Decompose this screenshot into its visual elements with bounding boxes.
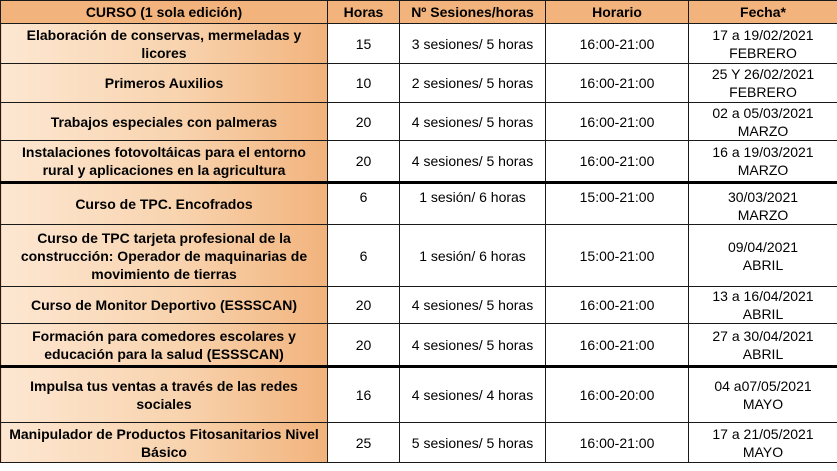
table-row — [1, 367, 837, 423]
table-row — [1, 24, 837, 64]
course-date-range: 17 a 19/02/2021 — [712, 26, 814, 43]
course-name: Impulsa tus ventas a través de las redes sociales — [1, 367, 328, 423]
course-date — [689, 24, 837, 64]
course-month: ABRIL — [742, 345, 784, 362]
course-name: Manipulador de Productos Fitosanitarios Nivel Básico — [1, 423, 328, 463]
course-sessions: 4 sesiones/ 5 horas — [400, 324, 546, 367]
course-month: MAYO — [742, 396, 784, 412]
course-month: MARZO — [737, 122, 789, 139]
course-date-range: 27 a 30/04/2021 — [712, 327, 814, 344]
course-hours: 16 — [328, 367, 400, 423]
course-date-range: 09/04/2021 — [727, 238, 799, 255]
course-month: FEBRERO — [729, 44, 797, 61]
course-month: ABRIL — [742, 256, 784, 273]
course-date — [689, 287, 837, 324]
header-fecha: Fecha* — [689, 1, 837, 24]
course-date — [689, 324, 837, 367]
course-date — [689, 423, 837, 463]
course-schedule: 15:00-21:00 — [546, 225, 689, 287]
course-hours: 20 — [328, 287, 400, 324]
course-date — [689, 225, 837, 287]
course-schedule: 16:00-20:00 — [546, 367, 689, 423]
course-date-range: 17 a 21/05/2021 — [712, 425, 814, 442]
course-date — [689, 103, 837, 141]
course-hours: 20 — [328, 141, 400, 183]
course-schedule: 16:00-21:00 — [546, 103, 689, 141]
course-date-range: 25 Y 26/02/2021 — [711, 66, 815, 82]
course-sessions: 4 sesiones/ 5 horas — [400, 103, 546, 141]
table-row — [1, 64, 837, 103]
course-hours: 20 — [328, 103, 400, 141]
table-row — [1, 225, 837, 287]
course-date-range: 04 a07/05/2021 — [714, 378, 812, 394]
table-row — [1, 103, 837, 141]
course-hours: 15 — [328, 24, 400, 64]
course-sessions: 1 sesión/ 6 horas — [400, 225, 546, 287]
course-name: Primeros Auxilios — [1, 64, 328, 103]
course-name: Instalaciones fotovoltáicas para el entorno rural y aplicaciones en la agricultura — [1, 141, 328, 183]
course-date — [689, 183, 837, 225]
course-name: Curso de Monitor Deportivo (ESSSCAN) — [1, 287, 328, 324]
course-sessions: 2 sesiones/ 5 horas — [400, 64, 546, 103]
course-month: MARZO — [737, 207, 789, 223]
header-row — [1, 1, 837, 24]
course-date-range: 02 a 05/03/2021 — [712, 104, 814, 121]
course-sessions: 4 sesiones/ 5 horas — [400, 141, 546, 183]
course-sessions: 4 sesiones/ 5 horas — [400, 287, 546, 324]
course-name: Curso de TPC tarjeta profesional de la construcción: Operador de maquinarias de movimiento de tierras — [1, 225, 328, 287]
course-schedule: 16:00-21:00 — [546, 423, 689, 463]
course-month: ABRIL — [742, 306, 784, 322]
course-schedule: 16:00-21:00 — [546, 24, 689, 64]
header-sesiones: Nº Sesiones/horas — [400, 1, 546, 24]
header-horario: Horario — [546, 1, 689, 24]
table-row — [1, 141, 837, 183]
course-date — [689, 64, 837, 103]
course-schedule: 16:00-21:00 — [546, 141, 689, 183]
course-name: Elaboración de conservas, mermeladas y licores — [1, 24, 328, 64]
course-month: MAYO — [742, 443, 784, 460]
course-date — [689, 367, 837, 423]
course-hours: 25 — [328, 423, 400, 463]
course-hours: 20 — [328, 324, 400, 367]
course-schedule: 15:00-21:00 — [546, 183, 689, 225]
course-schedule: 16:00-21:00 — [546, 287, 689, 324]
course-month: MARZO — [737, 162, 789, 178]
course-name: Formación para comedores escolares y educación para la salud (ESSSCAN) — [1, 324, 328, 367]
course-date-range: 13 a 16/04/2021 — [712, 288, 814, 304]
course-hours: 6 — [328, 225, 400, 287]
header-curso: CURSO (1 sola edición) — [1, 1, 328, 24]
course-date-range: 30/03/2021 — [727, 189, 799, 205]
course-hours: 10 — [328, 64, 400, 103]
table-row — [1, 324, 837, 367]
header-horas: Horas — [328, 1, 400, 24]
course-sessions: 3 sesiones/ 5 horas — [400, 24, 546, 64]
course-date — [689, 141, 837, 183]
course-sessions: 1 sesión/ 6 horas — [400, 183, 546, 225]
course-name: Trabajos especiales con palmeras — [1, 103, 328, 141]
course-sessions: 4 sesiones/ 4 horas — [400, 367, 546, 423]
table-row — [1, 183, 837, 225]
table-row — [1, 287, 837, 324]
course-sessions: 5 sesiones/ 5 horas — [400, 423, 546, 463]
course-name: Curso de TPC. Encofrados — [1, 183, 328, 225]
table-row — [1, 423, 837, 463]
course-schedule: 16:00-21:00 — [546, 64, 689, 103]
course-schedule: 16:00-21:00 — [546, 324, 689, 367]
course-date-range: 16 a 19/03/2021 — [712, 144, 814, 160]
course-month: FEBRERO — [729, 84, 797, 100]
course-hours: 6 — [328, 183, 400, 225]
